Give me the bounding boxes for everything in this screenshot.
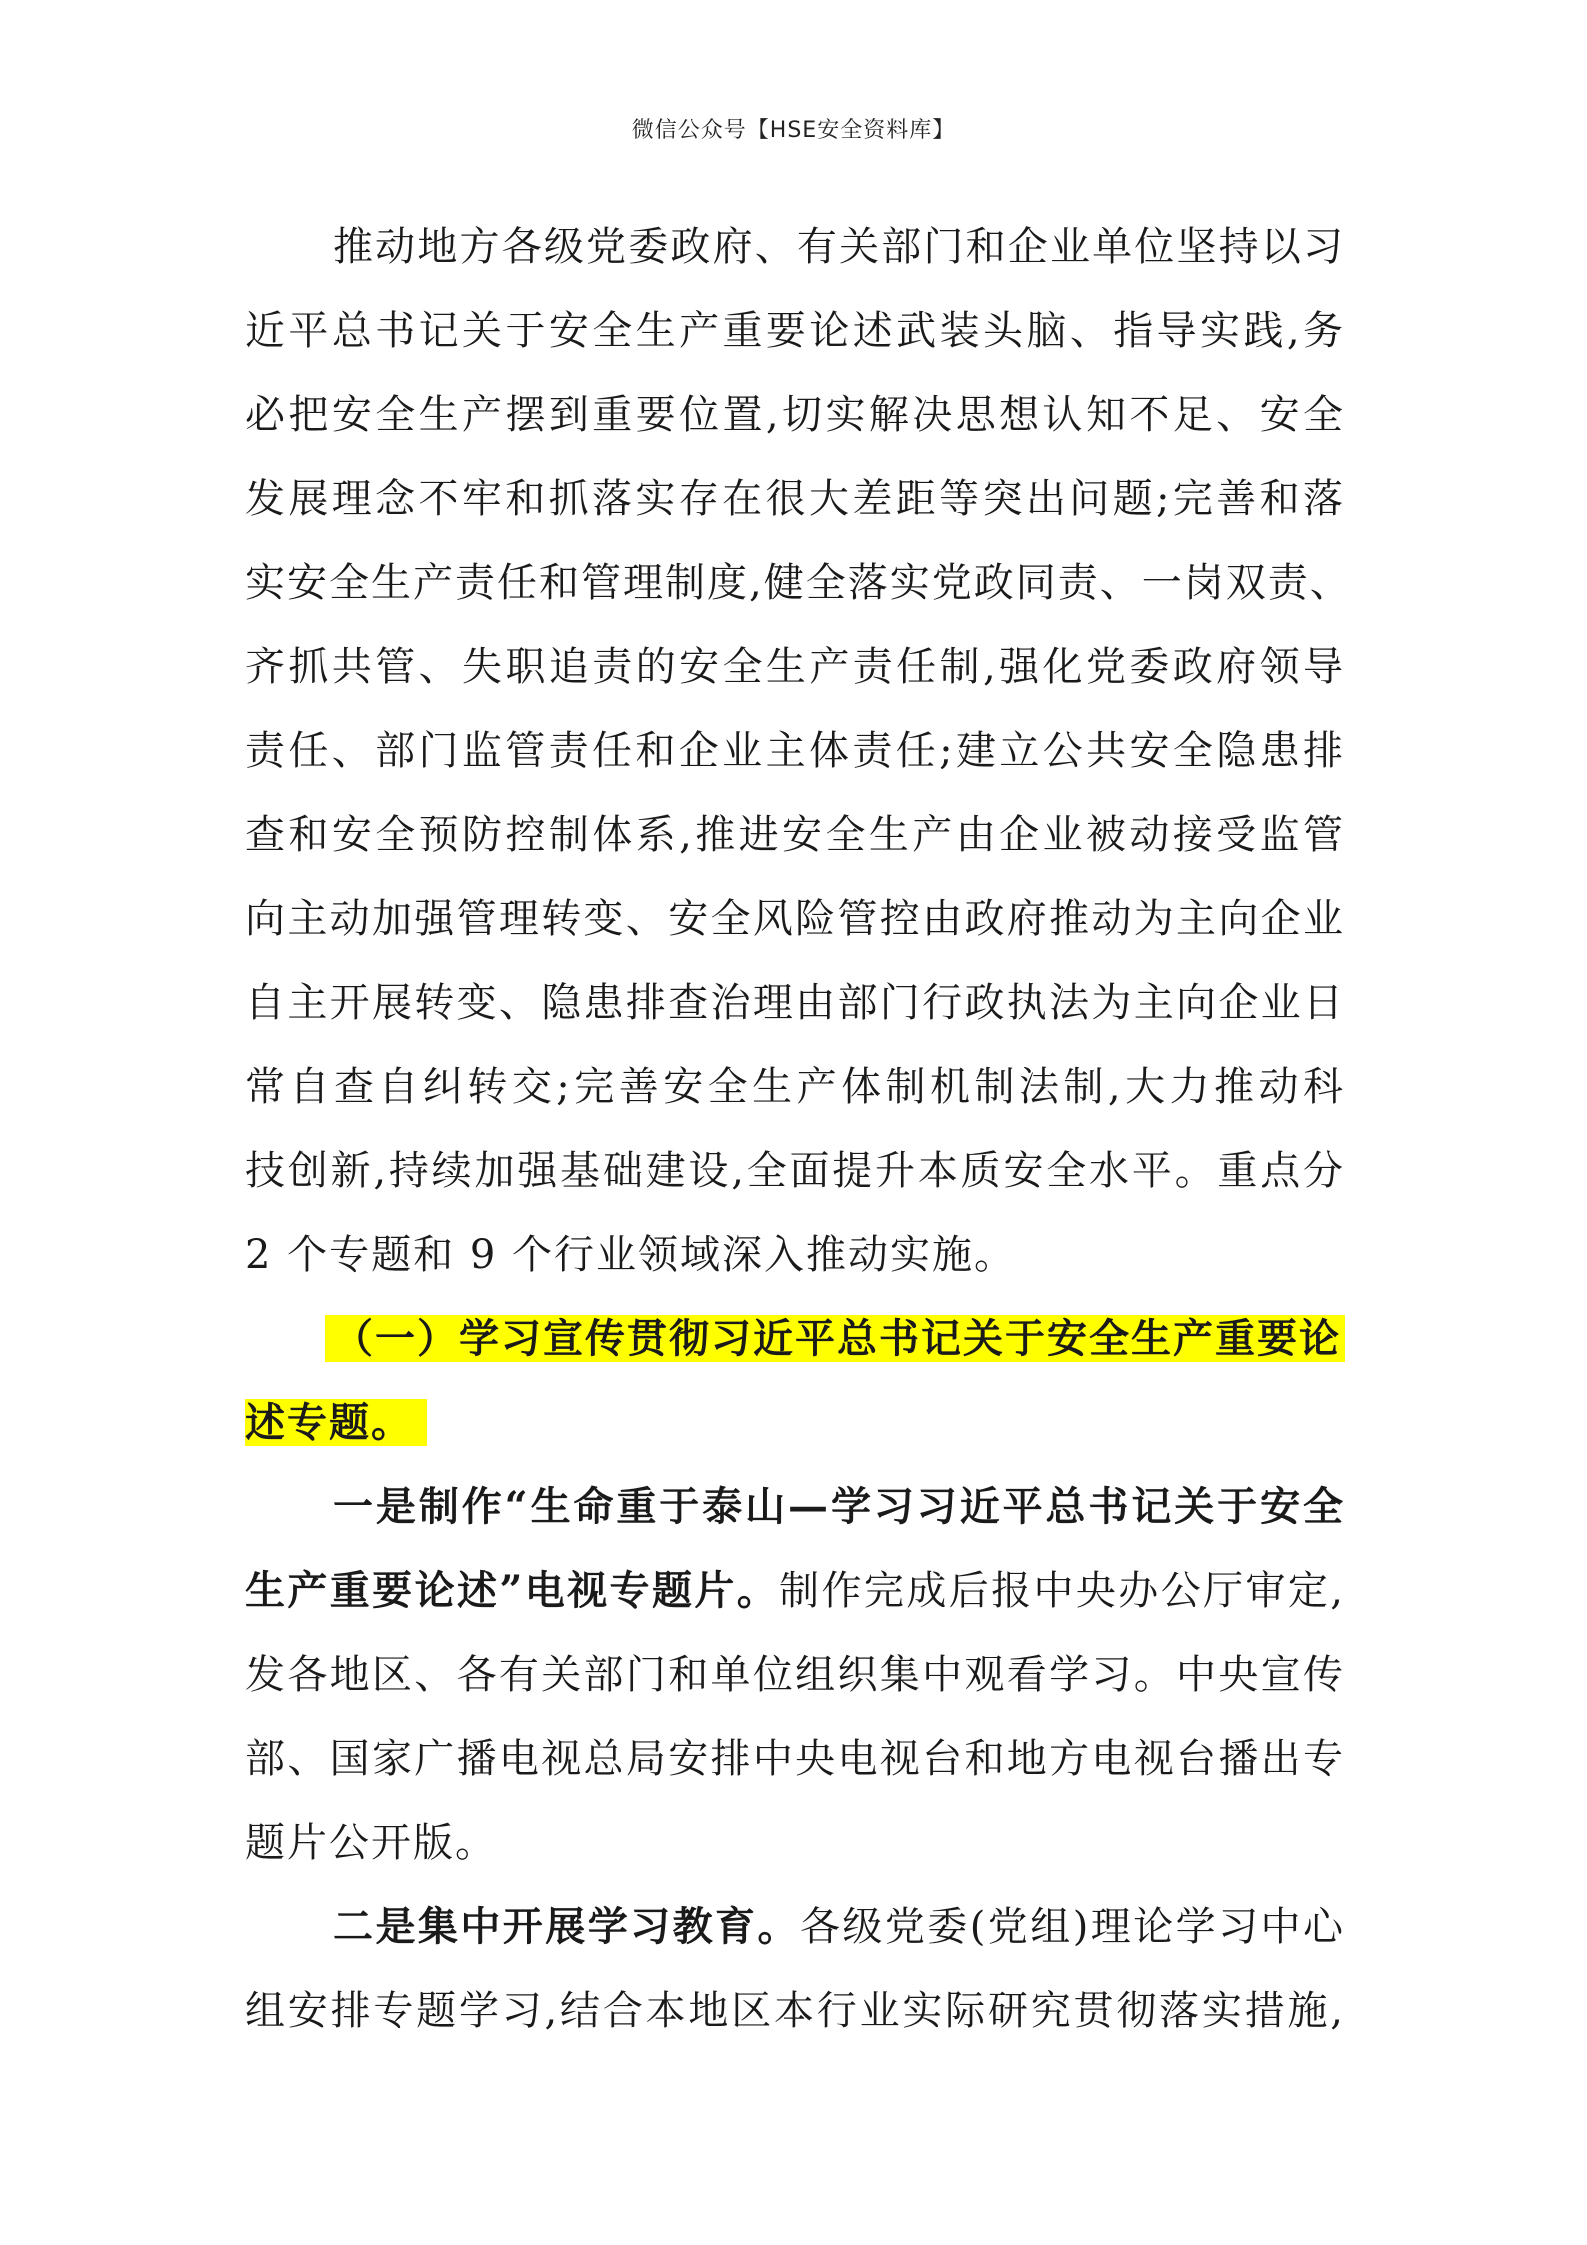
text-line: 题片公开版。 [245,1820,497,1866]
text-line: 实安全生产责任和管理制度,健全落实党政同责、一岗双责、 [245,560,1352,606]
paragraph-1 [245,205,1352,1297]
text-line: 发展理念不牢和抓落实存在很大差距等突出问题;完善和落 [245,476,1345,522]
document-body [245,205,1352,2053]
bold-lead-text: 二是集中开展学习教育。 [333,1903,800,1950]
text-line: 查和安全预防控制体系,推进安全生产由企业被动接受监管 [245,812,1345,858]
text-line: 技创新,持续加强基础建设,全面提升本质安全水平。重点分 [245,1148,1345,1194]
text-line: 近平总书记关于安全生产重要论述武装头脑、指导实践,务 [245,308,1345,354]
text-line: 必把安全生产摆到重要位置,切实解决思想认知不足、安全 [245,392,1345,438]
text-line: 常自查自纠转交;完善安全生产体制机制法制,大力推动科 [245,1064,1345,1110]
text-line: 推动地方各级党委政府、有关部门和企业单位坚持以习 [333,224,1345,270]
text-run: 制作完成后报中央办公厅审定, [779,1568,1345,1614]
text-line [245,1885,1345,1969]
page-header: 微信公众号【HSE安全资料库】 [631,118,956,143]
text-line: 部、国家广播电视总局安排中央电视台和地方电视台播出专 [245,1736,1345,1782]
text-run: 各级党委(党组)理论学习中心 [799,1904,1346,1950]
text-line: 发各地区、各有关部门和单位组织集中观看学习。中央宣传 [245,1652,1345,1698]
heading-line [245,1297,1345,1381]
highlighted-heading-text: 述专题。 [245,1399,427,1446]
text-line: 组安排专题学习,结合本地区本行业实际研究贯彻落实措施, [245,1988,1345,2034]
highlighted-heading-text: （一）学习宣传贯彻习近平总书记关于安全生产重要论 [325,1315,1345,1362]
text-line: 齐抓共管、失职追责的安全生产责任制,强化党委政府领导 [245,644,1345,690]
heading-line [245,1381,1345,1465]
paragraph-3 [245,1885,1345,2053]
section-heading [245,1297,1345,1465]
text-line: 2 个专题和 9 个行业领域深入推动实施。 [245,1232,1017,1278]
text-line: 责任、部门监管责任和企业主体责任;建立公共安全隐患排 [245,728,1345,774]
text-line [245,1549,1345,1633]
text-line: 向主动加强管理转变、安全风险管控由政府推动为主向企业 [245,896,1345,942]
bold-text-line: 一是制作“生命重于泰山—学习习近平总书记关于安全 [333,1483,1345,1530]
paragraph-2 [245,1465,1345,1885]
text-line: 自主开展转变、隐患排查治理由部门行政执法为主向企业日 [245,980,1345,1026]
bold-lead-text: 生产重要论述”电视专题片。 [245,1567,780,1614]
